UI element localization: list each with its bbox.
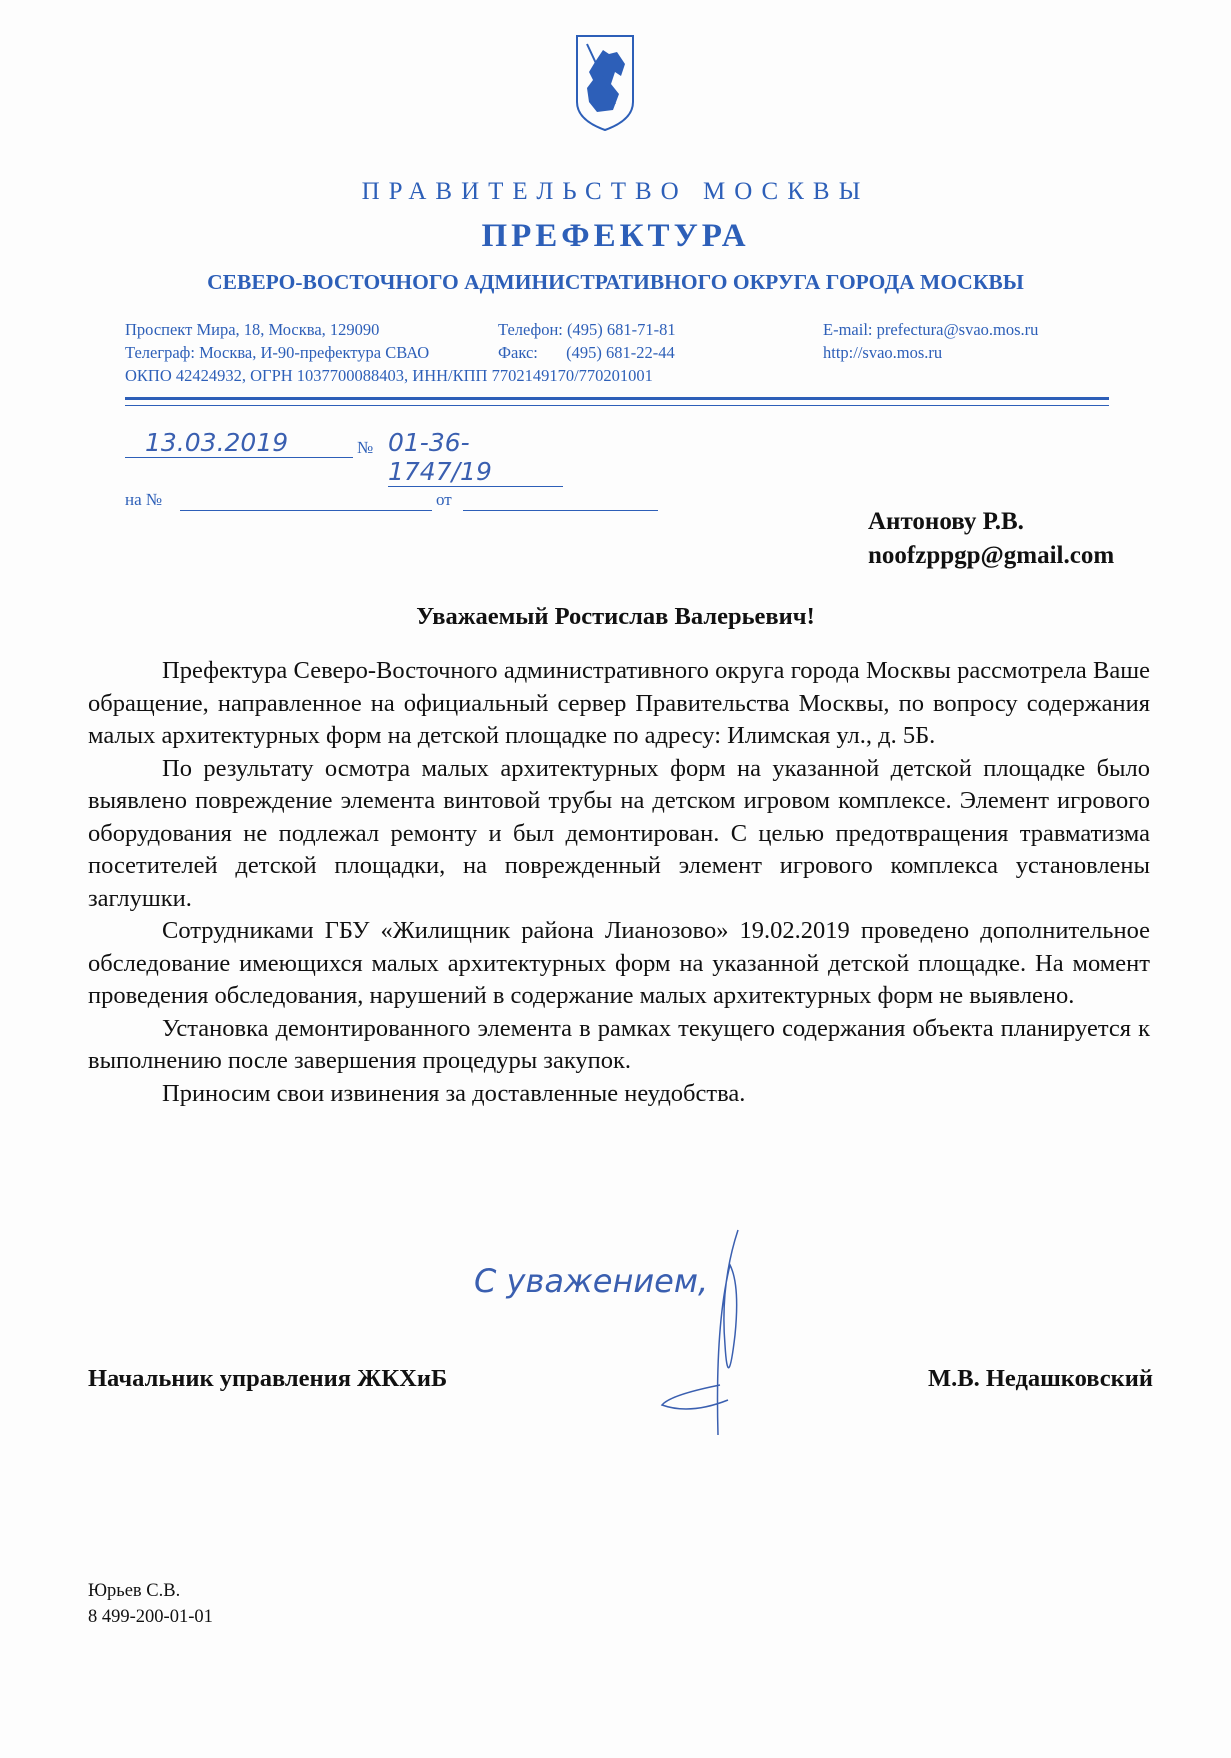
ref-label: на № [125, 490, 163, 509]
header-divider-thin [125, 405, 1109, 406]
email: E-mail: prefectura@svao.mos.ru [823, 320, 1039, 339]
paragraph: Сотрудниками ГБУ «Жилищник района Лианозово» 19.02.2019 проведено дополнительное обследование имеющихся малых архитектурных форм на указанной детской площадке. На момент проведения обследования, нарушений в содержание малых архитектурных форм не выявлено. [88, 917, 1150, 1009]
phone: (495) 681-71-81 [567, 320, 676, 339]
codes: ОКПО 42424932, ОГРН 1037700088403, ИНН/КПП 7702149170/770201001 [125, 366, 653, 385]
contacts-block [498, 318, 676, 364]
paragraph: Установка демонтированного элемента в рамках текущего содержания объекта планируется к выполнению после завершения процедуры закупок. [88, 1014, 1150, 1074]
header-divider [125, 397, 1109, 400]
letter-body [88, 655, 1150, 1110]
from-label: от [436, 490, 452, 509]
executor [88, 1578, 213, 1630]
government-title: ПРАВИТЕЛЬСТВО МОСКВЫ [361, 178, 870, 205]
signer-position: Начальник управления ЖКХиБ [88, 1365, 448, 1392]
registration-number: 01-36-1747/19 [388, 428, 563, 487]
fax-label: Факс: [498, 343, 538, 362]
prefecture-title: ПРЕФЕКТУРА [481, 218, 750, 254]
number-label: № [357, 438, 374, 457]
website: http://svao.mos.ru [823, 343, 943, 362]
addressee-name: Антонову Р.В. [868, 508, 1024, 535]
executor-name: Юрьев С.В. [88, 1581, 181, 1601]
handwritten-closing: С уважением, [474, 1262, 709, 1300]
moscow-crest-icon [575, 32, 635, 132]
ref-line [180, 510, 432, 511]
registration-date: 13.03.2019 [125, 428, 353, 458]
executor-phone: 8 499-200-01-01 [88, 1607, 213, 1627]
address-block [125, 318, 429, 364]
web-block [823, 318, 1038, 364]
address: Проспект Мира, 18, Москва, 129090 [125, 320, 380, 339]
paragraph: Приносим свои извинения за доставленные неудобства. [162, 1079, 746, 1107]
greeting: Уважаемый Ростислав Валерьевич! [416, 603, 815, 630]
paragraph: Префектура Северо-Восточного административного округа города Москвы рассмотрела Ваше обращение, направленное на официальный сервер Правительства Москвы, по вопросу содержания малых архитектурных форм на детской площадке по адресу: Илимская ул., д. 5Б. [88, 657, 1150, 749]
district-title: СЕВЕРО-ВОСТОЧНОГО АДМИНИСТРАТИВНОГО ОКРУГА ГОРОДА МОСКВЫ [207, 270, 1024, 294]
addressee-email: noofzppgp@gmail.com [868, 542, 1115, 569]
phone-label: Телефон: [498, 320, 563, 339]
addressee [868, 505, 1114, 573]
telegraph: Телеграф: Москва, И-90-префектура СВАО [125, 343, 430, 362]
signer-name: М.В. Недашковский [928, 1365, 1153, 1392]
signature-icon [650, 1225, 770, 1440]
paragraph: По результату осмотра малых архитектурных форм на указанной детской площадке было выявлено повреждение элемента винтовой трубы на детском игровом комплексе. Элемент игрового оборудования не подлежал ремонту и был демонтирован. С целью предотвращения травматизма посетителей детской площадки, на поврежденный элемент игрового комплекса установлены заглушки. [88, 754, 1150, 912]
fax: (495) 681-22-44 [566, 343, 675, 362]
from-line [463, 510, 658, 511]
